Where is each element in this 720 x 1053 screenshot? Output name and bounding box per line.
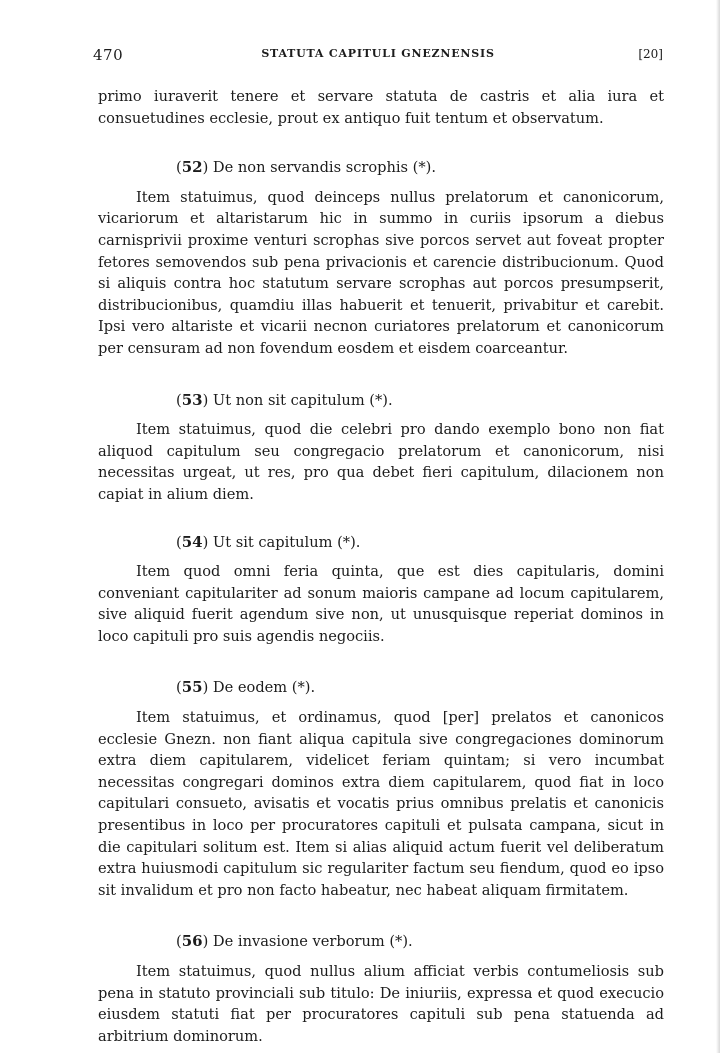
section-title: De eodem (*). <box>212 679 316 697</box>
section-text-54: Item quod omni feria quinta, que est dies capitularis, domini conveniant capitulariter ad sonum maioris campane ad locum capitularem, sive aliquid fuerit agendum sive non, ut unusquisque reperiat dominos in loco capituli pro suis agendis negociis. <box>98 563 664 645</box>
page-edge-shadow <box>716 0 720 1053</box>
section-number: 52 <box>181 158 203 177</box>
section-heading-55: (55) De eodem (*). <box>176 678 316 697</box>
section-number: 54 <box>181 532 203 551</box>
section-text-53: Item statuimus, quod die celebri pro dando exemplo bono non fiat aliquod capitulum seu congregacio prelatorum et canonicorum, nisi necessitas urgeat, ut res, pro qua debet fieri capitulum, dilacionem non capiat in alium diem. <box>98 421 664 503</box>
section-number: 53 <box>181 390 203 409</box>
page-number: 470 <box>93 46 124 64</box>
page-body <box>98 86 664 1047</box>
section-title: De invasione verborum (*). <box>212 933 413 951</box>
section-title: Ut sit capitulum (*). <box>212 533 361 551</box>
section-heading-53: (53) Ut non sit capitulum (*). <box>176 390 393 409</box>
section-heading-56: (56) De invasione verborum (*). <box>176 932 413 951</box>
section-title: Ut non sit capitulum (*). <box>212 391 393 409</box>
section-text-52: Item statuimus, quod deinceps nullus prelatorum et canonicorum, vicariorum et altaristarum hic in summo in curiis ipsorum a diebus carnisprivii proxime venturi scrophas sive porcos servet aut foveat propter fetores semovendos sub pena privacionis et carencie distribucionum. Quod si aliquis contra hoc statutum servare scrophas aut porcos presumpserit, distribucionibus, quamdiu illas habuerit et tenuerit, privabitur et carebit. Ipsi vero altariste et vicarii necnon curiatores prelatorum et canonicorum per censuram ad non fovendum eosdem et eisdem coarceantur. <box>98 188 664 357</box>
section-number: 55 <box>181 678 203 697</box>
section-heading-52: (52) De non servandis scrophis (*). <box>176 158 436 177</box>
running-title: STATUTA CAPITULI GNEZNENSIS <box>261 47 495 60</box>
section-number: 56 <box>181 932 203 951</box>
section-heading-54: (54) Ut sit capitulum (*). <box>176 532 361 551</box>
section-title: De non servandis scrophis (*). <box>212 159 436 177</box>
section-text-55: Item statuimus, et ordinamus, quod [per] prelatos et canonicos ecclesie Gnezn. non fiant aliqua capitula sive congregaciones dominorum extra diem capitularem, videlicet feriam quintam; si vero incumbat necessitas congregari dominos extra diem capitularem, quod fiat in loco capitulari consueto, avisatis et vocatis prius omnibus prelatis et canonicis presentibus in loco per procuratores capituli et pulsata campana, sicut in die capitulari solitum est. Item si alias aliquid actum fuerit vel deliberatum extra huiusmodi capitulum sic regulariter factum seu fiendum, quod eo ipso sit invalidum et pro non facto habeatur, nec habeat aliquam firmitatem. <box>98 709 664 899</box>
folio-number: [20] <box>638 47 663 61</box>
intro-paragraph: primo iuraverit tenere et servare statuta de castris et alia iura et consuetudines ecclesie, prout ex antiquo fuit tentum et observatum. <box>98 88 664 127</box>
section-text-56: Item statuimus, quod nullus alium afficiat verbis contumeliosis sub pena in statuto provinciali sub titulo: De iniuriis, expressa et quod execucio eiusdem statuti fiat per procuratores capituli sub pena statuenda ad arbitrium dominorum. <box>98 963 664 1045</box>
running-header <box>93 44 663 68</box>
